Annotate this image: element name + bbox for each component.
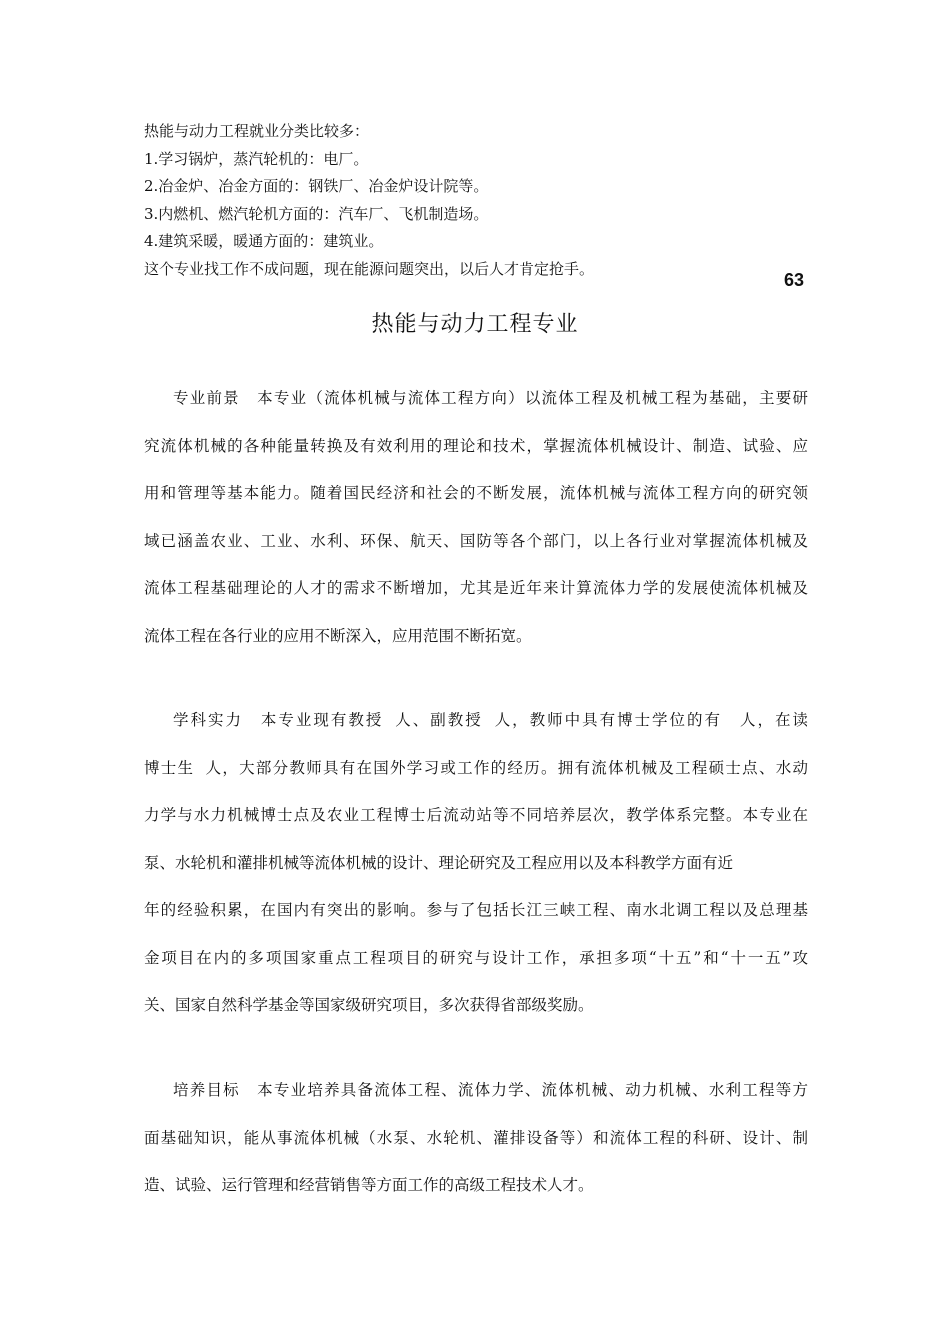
paragraph-line: 力学与水力机械博士点及农业工程博士后流动站等不同培养层次，教学体系完整。本专业在 [144, 806, 808, 824]
intro-heading: 热能与动力工程就业分类比较多： [144, 122, 370, 140]
page-title: 热能与动力工程专业 [371, 312, 579, 337]
section-prospect [144, 375, 808, 660]
intro-closing: 这个专业找工作不成问题，现在能源问题突出，以后人才肯定抢手。 [144, 259, 595, 278]
paragraph-line: 究流体机械的各种能量转换及有效利用的理论和技术，掌握流体机械设计、制造、试验、应 [144, 436, 808, 455]
intro-item: 3.内燃机、燃汽轮机方面的：汽车厂、飞机制造场。 [144, 204, 489, 223]
intro-item: 1.学习锅炉，蒸汽轮机的：电厂。 [144, 149, 369, 168]
paragraph-line: 面基础知识，能从事流体机械（水泵、水轮机、灌排设备等）和流体工程的科研、设计、制 [144, 1128, 808, 1147]
section-label: 学科实力 [173, 711, 243, 729]
paragraph-line: 域已涵盖农业、工业、水利、环保、航天、国防等各个部门，以上各行业对掌握流体机械及 [144, 531, 808, 550]
intro-item: 4.建筑采暖，暖通方面的：建筑业。 [144, 232, 384, 250]
paragraph-line: 博士生 人，大部分教师具有在国外学习或工作的经历。拥有流体机械及工程硕士点、水动 [144, 758, 808, 777]
paragraph-line: 专业前景 本专业（流体机械与流体工程方向）以流体工程及机械工程为基础，主要研 [173, 389, 808, 407]
paragraph-line: 学科实力 本专业现有教授 人、副教授 人，教师中具有博士学位的有 人，在读 [173, 711, 808, 729]
paragraph-line: 流体工程基础理论的人才的需求不断增加，尤其是近年来计算流体力学的发展使流体机械及 [144, 579, 808, 597]
section-strength [144, 697, 808, 1030]
paragraph-line: 造、试验、运行管理和经营销售等方面工作的高级工程技术人才。 [144, 1176, 594, 1194]
section-label: 培养目标 [173, 1081, 240, 1099]
paragraph-line: 培养目标 本专业培养具备流体工程、流体力学、流体机械、动力机械、水利工程等方 [173, 1081, 808, 1099]
paragraph-line: 流体工程在各行业的应用不断深入，应用范围不断拓宽。 [144, 626, 532, 645]
paragraph-line: 金项目在内的多项国家重点工程项目的研究与设计工作，承担多项“十五”和“十一五”攻 [144, 948, 808, 967]
section-label: 专业前景 [173, 389, 240, 407]
intro-item: 2.冶金炉、冶金方面的：钢铁厂、冶金炉设计院等。 [144, 177, 489, 195]
paragraph-line: 年的经验积累，在国内有突出的影响。参与了包括长江三峡工程、南水北调工程以及总理基 [144, 901, 808, 919]
section-goal [144, 1067, 808, 1210]
paragraph-line: 用和管理等基本能力。随着国民经济和社会的不断发展，流体机械与流体工程方向的研究领 [144, 484, 808, 502]
paragraph-line: 关、国家自然科学基金等国家级研究项目，多次获得省部级奖励。 [144, 996, 594, 1014]
intro-block [144, 118, 824, 283]
page-number: 63 [784, 270, 805, 290]
paragraph-line: 泵、水轮机和灌排机械等流体机械的设计、理论研究及工程应用以及本科教学方面有近 [144, 853, 734, 872]
